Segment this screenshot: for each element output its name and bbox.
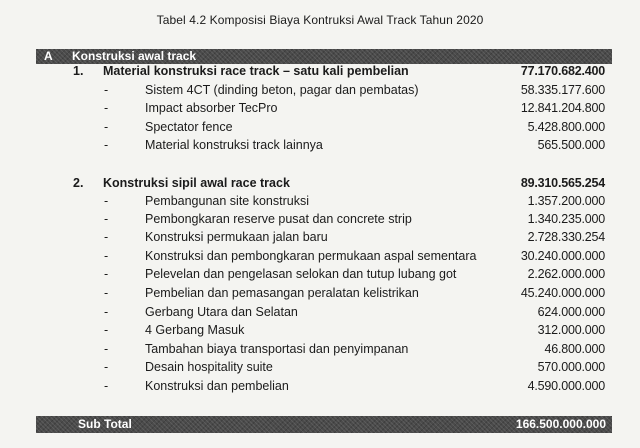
item-label: Material konstruksi track lainnya <box>145 138 323 152</box>
bullet-dash: - <box>104 101 109 115</box>
table-row <box>0 136 640 154</box>
item-label: Pembangunan site konstruksi <box>145 194 309 208</box>
table-row <box>0 377 640 395</box>
item-amount: 1.357.200.000 <box>527 194 605 208</box>
item-amount: 45.240.000.000 <box>520 286 605 300</box>
item-label: Konstruksi dan pembelian <box>145 379 289 393</box>
table-row <box>0 99 640 117</box>
subtotal-label: Sub Total <box>78 417 132 431</box>
section-letter: A <box>44 49 53 63</box>
bullet-dash: - <box>104 286 109 300</box>
bullet-dash: - <box>104 249 109 263</box>
table-row <box>0 210 640 228</box>
item-amount: 46.800.000 <box>544 342 605 356</box>
table-row <box>0 340 640 358</box>
bullet-dash: - <box>104 194 109 208</box>
item-amount: 570.000.000 <box>537 360 605 374</box>
section-label: Konstruksi awal track <box>72 49 197 63</box>
table-row <box>0 265 640 283</box>
group-label: Material konstruksi race track – satu kali pembelian <box>103 64 409 78</box>
table-title: Tabel 4.2 Komposisi Biaya Kontruksi Awal Track Tahun 2020 <box>156 13 484 27</box>
item-amount: 312.000.000 <box>537 323 605 337</box>
table-row <box>0 81 640 99</box>
item-label: Pelevelan dan pengelasan selokan dan tutup lubang got <box>145 267 457 281</box>
group-row <box>0 62 640 80</box>
table-row <box>0 321 640 339</box>
bullet-dash: - <box>104 267 109 281</box>
bullet-dash: - <box>104 305 109 319</box>
bullet-dash: - <box>104 83 109 97</box>
table-row <box>0 118 640 136</box>
item-label: 4 Gerbang Masuk <box>145 323 245 337</box>
item-amount: 2.262.000.000 <box>527 267 605 281</box>
bullet-dash: - <box>104 212 109 226</box>
item-label: Gerbang Utara dan Selatan <box>145 305 298 319</box>
item-label: Konstruksi dan pembongkaran permukaan aspal sementara <box>145 249 477 263</box>
group-number: 1. <box>73 64 84 78</box>
item-amount: 30.240.000.000 <box>520 249 605 263</box>
table-row <box>0 228 640 246</box>
item-label: Pembongkaran reserve pusat dan concrete strip <box>145 212 412 226</box>
table-row <box>0 247 640 265</box>
table-row <box>0 303 640 321</box>
table-row <box>0 358 640 376</box>
subtotal-bar <box>36 416 612 433</box>
bullet-dash: - <box>104 230 109 244</box>
table-row <box>0 284 640 302</box>
subtotal-value: 166.500.000.000 <box>515 417 606 431</box>
item-label: Pembelian dan pemasangan peralatan kelistrikan <box>145 286 419 300</box>
group-number: 2. <box>73 176 84 190</box>
item-amount: 2.728.330.254 <box>527 230 605 244</box>
group-row <box>0 174 640 192</box>
item-label: Desain hospitality suite <box>145 360 273 374</box>
item-amount: 565.500.000 <box>537 138 605 152</box>
bullet-dash: - <box>104 360 109 374</box>
bullet-dash: - <box>104 379 109 393</box>
group-label: Konstruksi sipil awal race track <box>103 176 290 190</box>
bullet-dash: - <box>104 323 109 337</box>
table-row <box>0 192 640 210</box>
item-label: Sistem 4CT (dinding beton, pagar dan pembatas) <box>145 83 419 97</box>
group-total: 77.170.682.400 <box>520 64 605 78</box>
item-amount: 5.428.800.000 <box>527 120 605 134</box>
item-label: Tambahan biaya transportasi dan penyimpanan <box>145 342 409 356</box>
item-amount: 12.841.204.800 <box>520 101 605 115</box>
item-amount: 1.340.235.000 <box>527 212 605 226</box>
item-label: Spectator fence <box>145 120 233 134</box>
bullet-dash: - <box>104 342 109 356</box>
item-amount: 624.000.000 <box>537 305 605 319</box>
item-label: Konstruksi permukaan jalan baru <box>145 230 328 244</box>
group-total: 89.310.565.254 <box>520 176 605 190</box>
item-amount: 58.335.177.600 <box>520 83 605 97</box>
item-amount: 4.590.000.000 <box>527 379 605 393</box>
bullet-dash: - <box>104 120 109 134</box>
item-label: Impact absorber TecPro <box>145 101 278 115</box>
bullet-dash: - <box>104 138 109 152</box>
